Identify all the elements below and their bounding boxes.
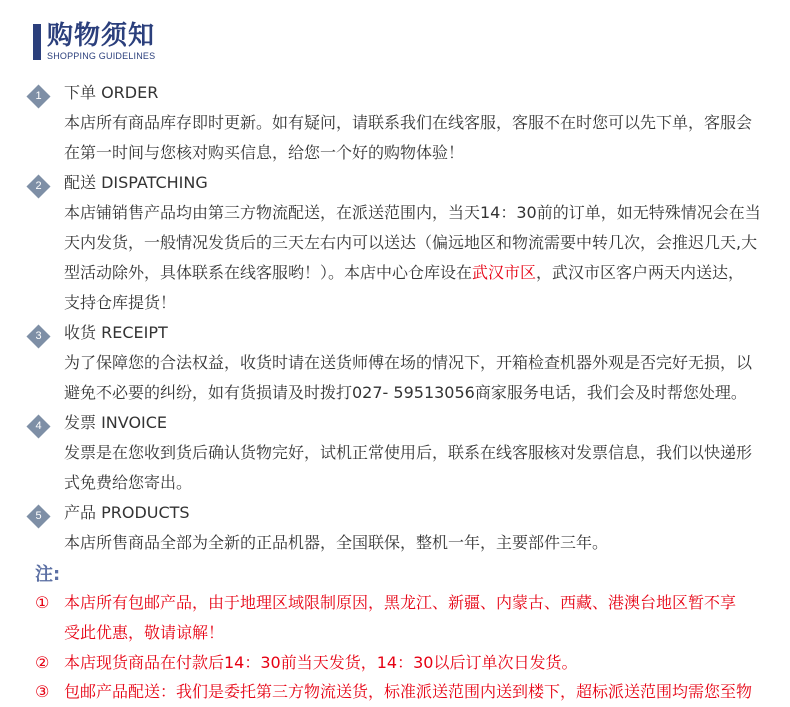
- note-text-line: 本店现货商品在付款后14：30前当天发货，14：30以后订单次日发货。: [64, 653, 578, 672]
- note-text-line: 受此优惠，敬请谅解！: [64, 623, 225, 642]
- notes-label: 注:: [35, 564, 61, 585]
- section-text-line: 支持仓库提货！: [64, 293, 177, 312]
- note-number: ③: [35, 682, 50, 701]
- page-title: 购物须知: [47, 21, 156, 51]
- number-badge-icon: 4: [26, 414, 50, 438]
- number-badge-icon: 2: [26, 174, 50, 198]
- note-number: ②: [35, 653, 50, 672]
- header-accent-bar: [33, 24, 41, 60]
- section-text-line: 本店铺销售产品均由第三方物流配送，在派送范围内，当天14：30前的订单，如无特殊情况会在当: [64, 203, 761, 222]
- number-badge-icon: 5: [26, 504, 50, 528]
- section-text-line: 本店所售商品全部为全新的正品机器，全国联保，整机一年，主要部件三年。: [64, 533, 609, 552]
- section-text-line: 在第一时间与您核对购买信息，给您一个好的购物体验！: [64, 143, 465, 162]
- section-text-line: 本店所有商品库存即时更新。如有疑问，请联系我们在线客服，客服不在时您可以先下单，客服会: [64, 113, 753, 132]
- note-text-line: 本店所有包邮产品，由于地理区域限制原因，黑龙江、新疆、内蒙古、西藏、港澳台地区暂不享: [64, 593, 737, 612]
- section-text-line: 避免不必要的纠纷，如有货损请及时拨打027- 59513056商家服务电话，我们会及时帮您处理。: [64, 383, 747, 402]
- section-title: 收货 RECEIPT: [64, 323, 168, 342]
- section-title: 配送 DISPATCHING: [64, 173, 208, 192]
- section-title: 发票 INVOICE: [64, 413, 168, 432]
- page-subtitle: SHOPPING GUIDELINES: [47, 51, 156, 61]
- highlight-location: 武汉市区: [472, 263, 537, 282]
- note-text-line: 包邮产品配送：我们是委托第三方物流送货，标准派送范围内送到楼下，超标派送范围均需您至物: [64, 682, 753, 701]
- number-badge-icon: 1: [26, 84, 50, 108]
- section-text-line: 型活动除外，具体联系在线客服哟！）。本店中心仓库设在武汉市区，武汉市区客户两天内送达，: [64, 263, 745, 282]
- section-text-line: 发票是在您收到货后确认货物完好，试机正常使用后，联系在线客服核对发票信息，我们以快递形: [64, 443, 753, 462]
- number-badge-icon: 3: [26, 324, 50, 348]
- section-text-line: 为了保障您的合法权益，收货时请在送货师傅在场的情况下，开箱检查机器外观是否完好无损，以: [64, 353, 753, 372]
- section-text-line: 天内发货，一般情况发货后的三天左右内可以送达（偏远地区和物流需要中转几次，会推迟几天,大: [64, 233, 758, 252]
- note-number: ①: [35, 593, 50, 612]
- section-text-line: 式免费给您寄出。: [64, 473, 193, 492]
- section-title: 产品 PRODUCTS: [64, 503, 190, 522]
- section-title: 下单 ORDER: [64, 83, 159, 102]
